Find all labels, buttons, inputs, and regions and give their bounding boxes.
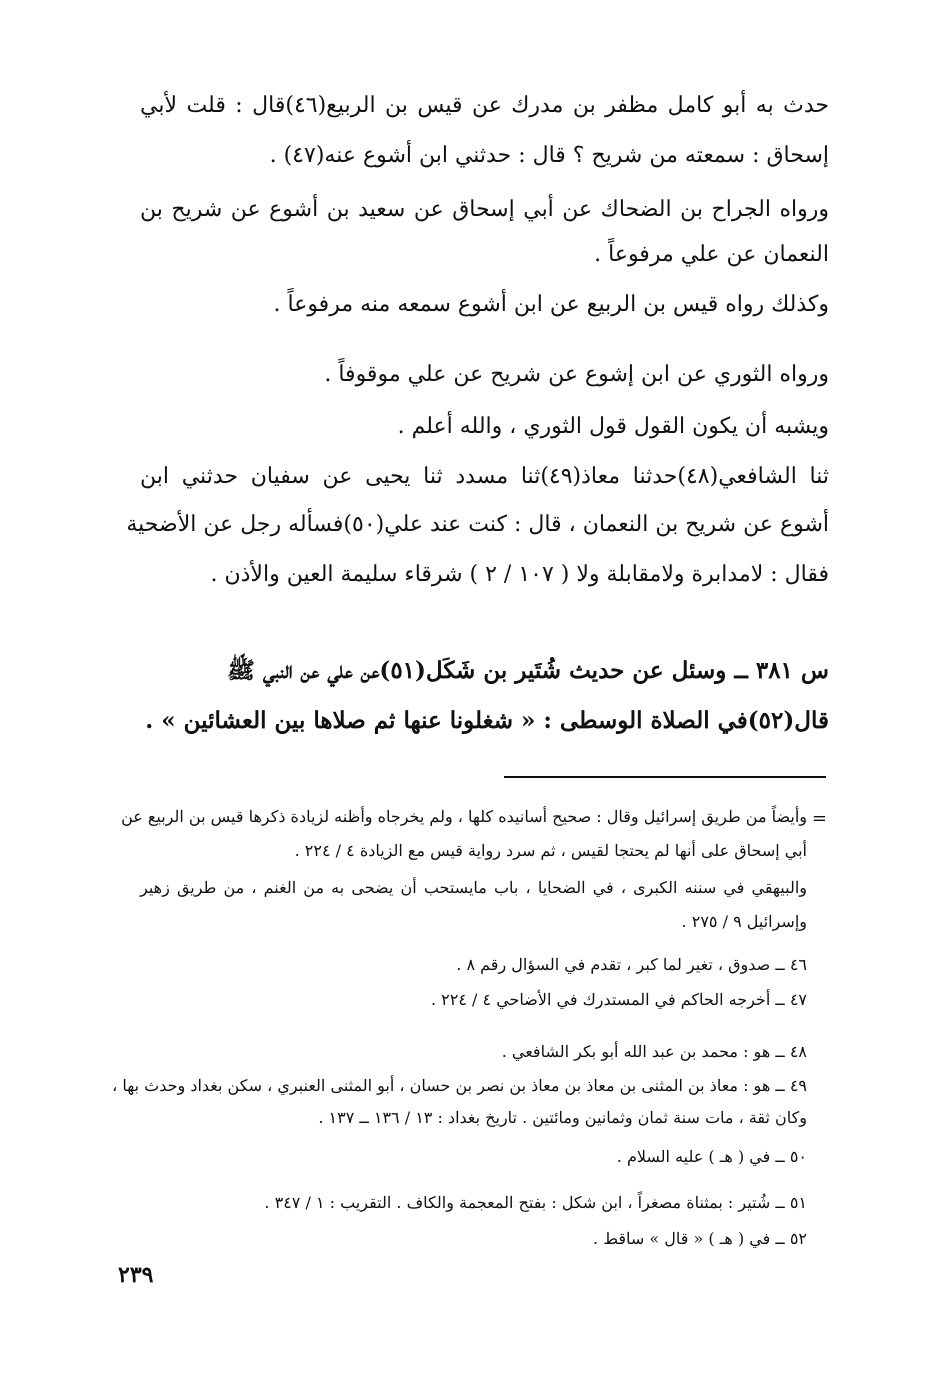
footnote-line: ٤٦ ــ صدوق ، تغير لما كبر ، تقدم في السؤال رقم ٨ . xyxy=(456,955,807,974)
footnote-continuation-marker: = xyxy=(811,808,827,829)
page-number: ٢٣٩ xyxy=(118,1262,154,1288)
footnote-divider xyxy=(504,776,826,778)
footnote-line: وإسرائيل ٩ / ٢٧٥ . xyxy=(681,912,807,931)
main-text-line: ورواه الثوري عن ابن إشوع عن شريح عن علي موقوفاً . xyxy=(324,362,829,387)
main-text-line: النعمان عن علي مرفوعاً . xyxy=(594,242,829,267)
footnote-line: والبيهقي في سننه الكبرى ، في الضحايا ، باب مايستحب أن يضحى به من الغنم ، من طريق زهير xyxy=(140,878,807,897)
main-text-line: ويشبه أن يكون القول قول الثوري ، والله أعلم . xyxy=(397,414,829,439)
footnote-line: ٥١ ــ شُتير : بمثناة مصغراً ، ابن شكل : بفتح المعجمة والكاف . التقريب : ١ / ٣٤٧ . xyxy=(264,1193,807,1212)
footnote-line: ٤٧ ــ أخرجه الحاكم في المستدرك في الأضاحي ٤ / ٢٢٤ . xyxy=(431,990,807,1009)
main-text-line: ثنا الشافعي(٤٨)حدثنا معاذ(٤٩)ثنا مسدد ثنا يحيى عن سفيان حدثني ابن xyxy=(140,464,830,489)
main-text-line: وكذلك رواه قيس بن الربيع عن ابن أشوع سمعه منه مرفوعاً . xyxy=(273,292,829,317)
main-text-line: أشوع عن شريح بن النعمان ، قال : كنت عند علي(٥٠)فسأله رجل عن الأضحية xyxy=(126,512,829,537)
footnote-line: ٤٨ ــ هو : محمد بن عبد الله أبو بكر الشافعي . xyxy=(501,1042,807,1061)
footnote-line: ٥٢ ــ في ( هـ ) « قال » ساقط . xyxy=(593,1229,807,1248)
main-text-line: ورواه الجراح بن الضحاك عن أبي إسحاق عن سعيد بن أشوع عن شريح بن xyxy=(140,197,829,222)
main-text-line: إسحاق : سمعته من شريح ؟ قال : حدثني ابن أشوع عنه(٤٧) . xyxy=(269,143,829,168)
main-text-line: فقال : لامدابرة ولامقابلة ولا ( ١٠٧ / ٢ ) شرقاء سليمة العين والأذن . xyxy=(210,562,829,587)
main-text-line: حدث به أبو كامل مظفر بن مدرك عن قيس بن الربيع(٤٦)قال : قلت لأبي xyxy=(140,93,829,118)
question-text: قال(٥٢)في الصلاة الوسطى : « شغلونا عنها ثم صلاها بين العشائين » . xyxy=(145,707,829,734)
footnote-line: وأيضاً من طريق إسرائيل وقال : صحيح أسانيده كلها ، ولم يخرجاه وأظنه لزيادة ذكرها قيس بن الربيع عن xyxy=(121,807,807,826)
footnote-line: أبي إسحاق على أنها لم يحتجا لقيس ، ثم سرد رواية قيس مع الزيادة ٤ / ٢٢٤ . xyxy=(294,841,807,860)
footnote-line: وكان ثقة ، مات سنة ثمان وثمانين ومائتين . تاريخ بغداد : ١٣ / ١٣٦ ــ ١٣٧ . xyxy=(318,1108,807,1127)
footnote-line: ٤٩ ــ هو : معاذ بن المثنى بن معاذ بن معاذ بن نصر بن حسان ، أبو المثنى العنبري ، سكن بغداد وحدث بها ، xyxy=(112,1076,807,1095)
footnote-line: ٥٠ ــ في ( هـ ) عليه السلام . xyxy=(616,1147,807,1166)
question-heading: س ٣٨١ ــ وسئل عن حديث شُتَير بن شَكَل(٥١)عن علي عن النبي ﷺ xyxy=(227,657,829,684)
